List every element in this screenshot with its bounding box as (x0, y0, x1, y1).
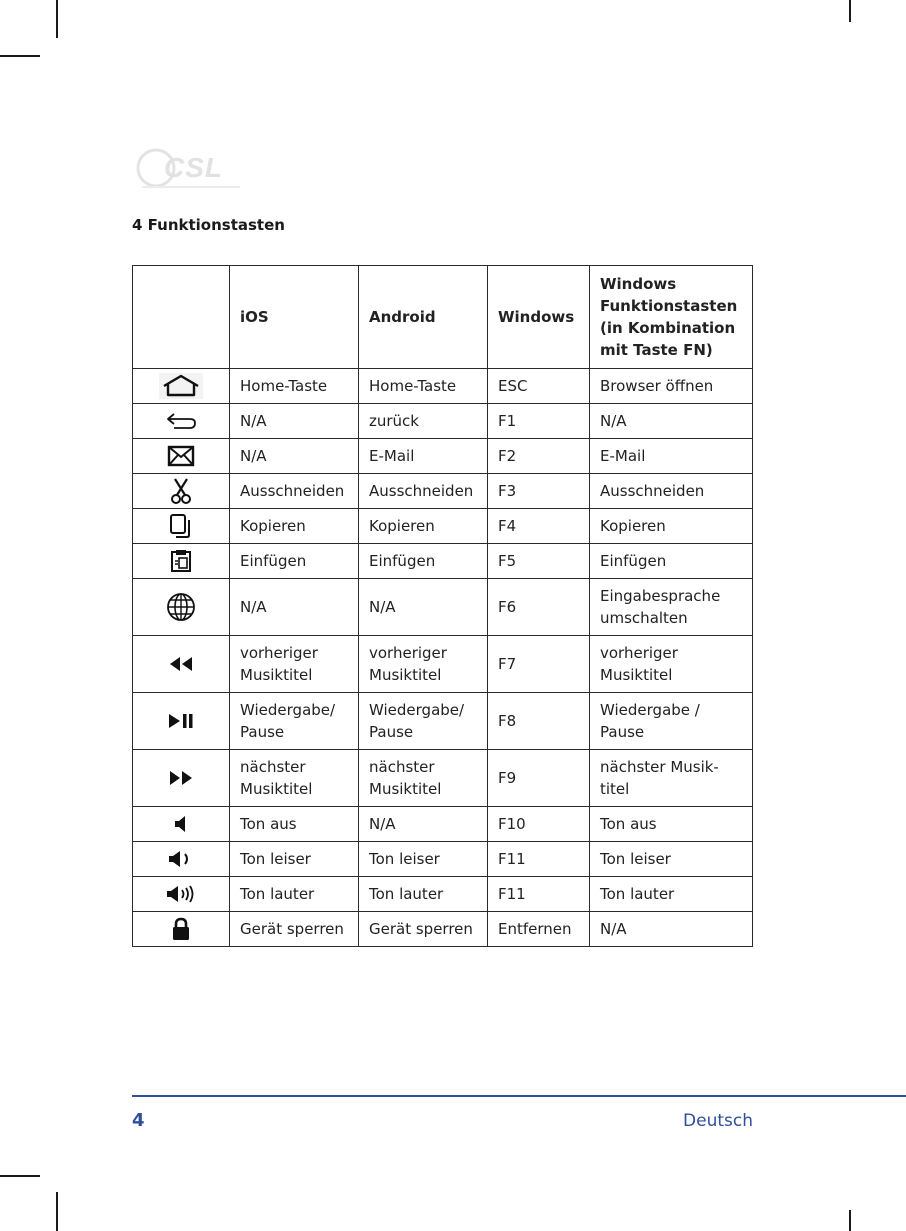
cell-windows-fn: Browser öffnen (590, 369, 753, 404)
cell-windows: F5 (488, 544, 590, 579)
cell-windows-fn: Wiedergabe / Pause (590, 693, 753, 750)
cell-windows-fn: vorheriger Musiktitel (590, 636, 753, 693)
play-pause-icon (133, 693, 230, 750)
cell-android: zurück (359, 404, 488, 439)
table-row (133, 750, 753, 807)
cell-android: Wiedergabe/ Pause (359, 693, 488, 750)
crop-mark (56, 1192, 58, 1231)
cell-ios: N/A (230, 579, 359, 636)
cell-ios: Ton leiser (230, 842, 359, 877)
cell-android: N/A (359, 579, 488, 636)
mail-icon (133, 439, 230, 474)
paste-icon (133, 544, 230, 579)
copy-icon (133, 509, 230, 544)
cell-android: Gerät sperren (359, 912, 488, 947)
table-row (133, 877, 753, 912)
cell-windows-fn: N/A (590, 912, 753, 947)
cell-windows-fn: Kopieren (590, 509, 753, 544)
cell-windows-fn: nächster Musik-titel (590, 750, 753, 807)
crop-mark (56, 0, 58, 38)
cell-windows: F1 (488, 404, 590, 439)
cell-android: nächster Musiktitel (359, 750, 488, 807)
cell-windows: F6 (488, 579, 590, 636)
cell-ios: Gerät sperren (230, 912, 359, 947)
crop-mark (0, 1175, 40, 1177)
cell-android: Kopieren (359, 509, 488, 544)
cell-ios: N/A (230, 439, 359, 474)
cell-android: Einfügen (359, 544, 488, 579)
header-windows: Windows (488, 266, 590, 369)
crop-mark (849, 1210, 851, 1231)
cell-windows: F7 (488, 636, 590, 693)
cell-windows: F9 (488, 750, 590, 807)
cell-ios: nächster Musiktitel (230, 750, 359, 807)
table-row (133, 807, 753, 842)
table-row (133, 842, 753, 877)
cell-ios: N/A (230, 404, 359, 439)
cell-windows-fn: Eingabesprache umschalten (590, 579, 753, 636)
table-row (133, 369, 753, 404)
cell-windows: ESC (488, 369, 590, 404)
header-ios: iOS (230, 266, 359, 369)
cell-ios: Home-Taste (230, 369, 359, 404)
table-row (133, 912, 753, 947)
next-track-icon (133, 750, 230, 807)
function-keys-table (132, 265, 753, 947)
header-android: Android (359, 266, 488, 369)
table-row (133, 579, 753, 636)
cell-windows: F4 (488, 509, 590, 544)
footer-divider (132, 1095, 906, 1097)
cell-windows-fn: Einfügen (590, 544, 753, 579)
cell-ios: Ton lauter (230, 877, 359, 912)
cell-ios: Ton aus (230, 807, 359, 842)
cell-windows: Entfernen (488, 912, 590, 947)
cell-windows-fn: N/A (590, 404, 753, 439)
header-icon (133, 266, 230, 369)
cell-ios: Kopieren (230, 509, 359, 544)
header-windows-fn: Windows Funktionstasten (in Kombination mit Taste FN) (590, 266, 753, 369)
volume-down-icon (133, 842, 230, 877)
cell-windows-fn: Ton lauter (590, 877, 753, 912)
cell-windows-fn: E-Mail (590, 439, 753, 474)
cell-android: E-Mail (359, 439, 488, 474)
section-title: 4 Funktionstasten (132, 216, 285, 234)
table-row (133, 693, 753, 750)
cell-ios: Wiedergabe/ Pause (230, 693, 359, 750)
table-row (133, 474, 753, 509)
language-label: Deutsch (683, 1111, 753, 1131)
home-icon (133, 369, 230, 404)
globe-icon (133, 579, 230, 636)
cell-ios: Einfügen (230, 544, 359, 579)
cell-android: Ausschneiden (359, 474, 488, 509)
cell-ios: Ausschneiden (230, 474, 359, 509)
cell-windows-fn: Ton aus (590, 807, 753, 842)
scissors-icon (133, 474, 230, 509)
cell-windows-fn: Ausschneiden (590, 474, 753, 509)
cell-windows-fn: Ton leiser (590, 842, 753, 877)
back-arrow-icon (133, 404, 230, 439)
mute-icon (133, 807, 230, 842)
cell-android: vorheriger Musiktitel (359, 636, 488, 693)
table-header-row (133, 266, 753, 369)
previous-track-icon (133, 636, 230, 693)
lock-icon (133, 912, 230, 947)
crop-mark (849, 0, 851, 22)
cell-windows: F11 (488, 842, 590, 877)
crop-mark (0, 55, 40, 57)
cell-ios: vorheriger Musiktitel (230, 636, 359, 693)
table-row (133, 509, 753, 544)
table-row (133, 636, 753, 693)
cell-windows: F10 (488, 807, 590, 842)
cell-android: Ton leiser (359, 842, 488, 877)
cell-windows: F8 (488, 693, 590, 750)
page-number: 4 (132, 1110, 145, 1131)
cell-windows: F2 (488, 439, 590, 474)
volume-up-icon (133, 877, 230, 912)
csl-logo: CSL (134, 142, 244, 194)
cell-android: Home-Taste (359, 369, 488, 404)
cell-windows: F11 (488, 877, 590, 912)
cell-android: Ton lauter (359, 877, 488, 912)
table-row (133, 544, 753, 579)
cell-android: N/A (359, 807, 488, 842)
table-row (133, 439, 753, 474)
table-row (133, 404, 753, 439)
cell-windows: F3 (488, 474, 590, 509)
